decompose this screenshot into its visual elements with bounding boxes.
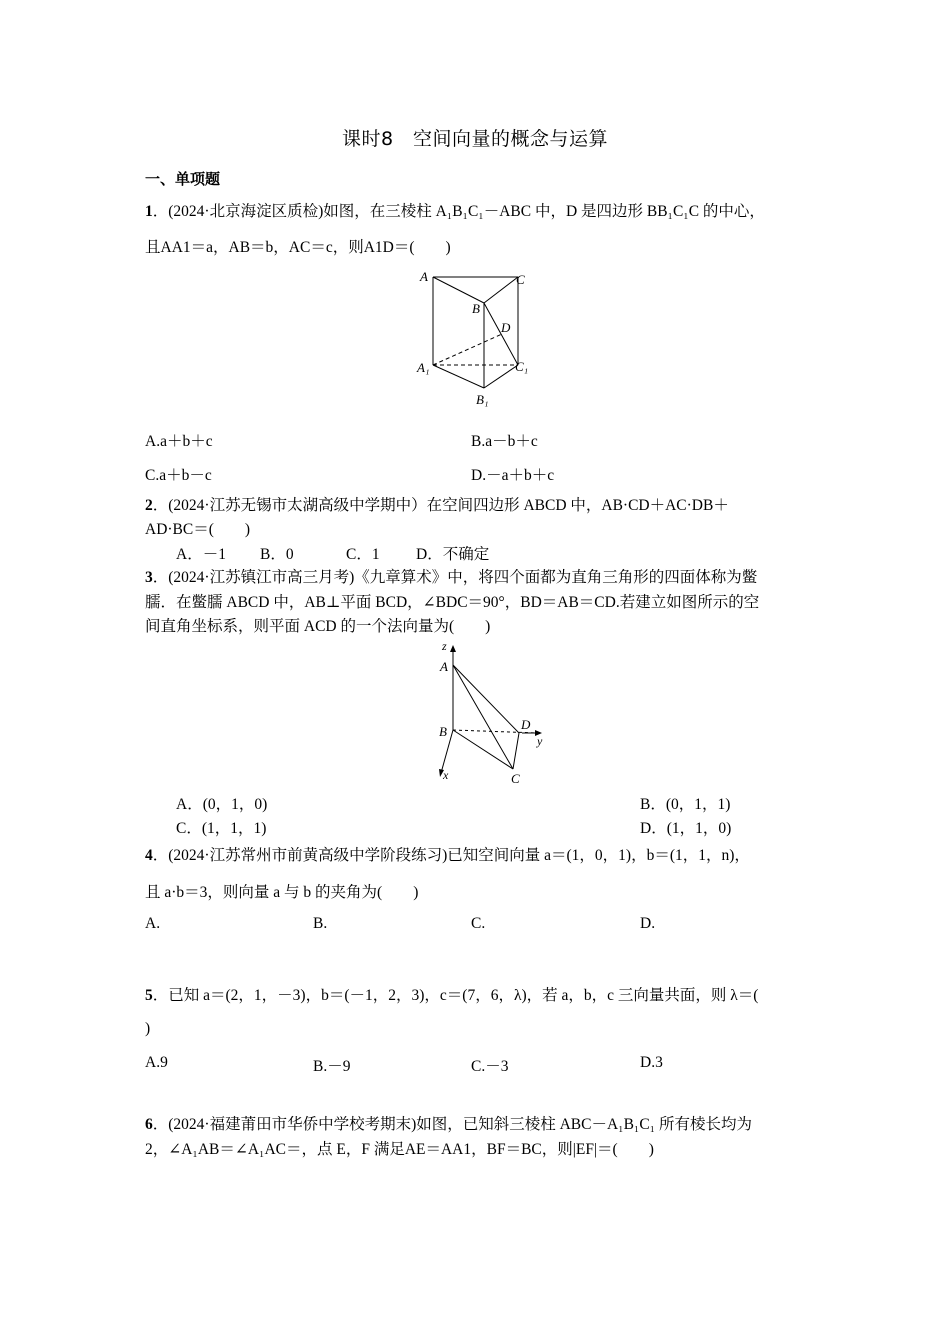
q3-label-c: C	[511, 771, 520, 786]
q4-option-c[interactable]: C.	[471, 915, 486, 932]
q1-label-a: A	[420, 269, 428, 284]
q2-line1	[145, 493, 729, 515]
q4-line2: 且 a·b＝3，则向量 a 与 b 的夹角为( )	[145, 884, 419, 901]
q2-option-d[interactable]: D．不确定	[416, 546, 490, 563]
q6-line1	[145, 1112, 752, 1134]
q2-number: 2	[145, 497, 153, 514]
q4-number: 4	[145, 847, 153, 864]
q4-option-a[interactable]: A.	[145, 915, 161, 932]
q1-line1	[145, 199, 765, 221]
section-heading: 一、单项题	[145, 170, 221, 188]
q6-number: 6	[145, 1116, 153, 1133]
q3-tetrahedron-figure	[430, 638, 560, 788]
q3-label-b: B	[439, 724, 447, 739]
q3-line3: 间直角坐标系，则平面 ACD 的一个法向量为( )	[145, 618, 491, 635]
q3-option-b[interactable]: B．(0，1，1)	[640, 796, 731, 813]
q4-text: ．(2024·江苏常州市前黄高级中学阶段练习)已知空间向量 a＝(1，0，1)，b＝(1，1，n)，	[152, 847, 750, 864]
q1-line2: 且AA1＝a，AB＝b，AC＝c，则A1D＝( )	[145, 239, 451, 256]
q6-line2: 2，∠A₁AB＝∠A₁AC＝，点 E，F 满足AE＝AA1，BF＝BC，则|EF|＝( )	[145, 1141, 654, 1158]
q1-text: ．(2024·北京海淀区质检)如图，在三棱柱 A₁B₁C₁－ABC 中，D 是四边形 BB₁C₁C 的中心，	[152, 203, 765, 220]
q1-label-b1: B₁	[476, 392, 489, 407]
q3-text: ．(2024·江苏镇江市高三月考)《九章算术》中，将四个面都为直角三角形的四面体称为鳖	[152, 569, 758, 586]
q2-option-a[interactable]: A．－1	[176, 546, 226, 563]
q1-option-d[interactable]: D.－a＋b＋c	[471, 467, 555, 484]
q2-option-b[interactable]: B．0	[260, 546, 294, 563]
q5-option-d[interactable]: D.3	[640, 1054, 663, 1071]
q1-prism-figure	[410, 266, 550, 411]
q4-line1	[145, 843, 750, 865]
q3-line2: 臑．在鳖臑 ABCD 中，AB⊥平面 BCD，∠BDC＝90°，BD＝AB＝CD.若建立如图所示的空	[145, 594, 760, 611]
q5-line1	[145, 983, 758, 1005]
q5-line2: )	[145, 1020, 151, 1037]
q4-option-b[interactable]: B.	[313, 915, 328, 932]
q3-number: 3	[145, 569, 153, 586]
q5-option-b[interactable]: B.－9	[313, 1058, 351, 1075]
q3-option-d[interactable]: D．(1，1，0)	[640, 820, 732, 837]
q5-text: ．已知 a＝(2，1，－3)，b＝(－1，2，3)，c＝(7，6，λ)，若 a，b，c 三向量共面，则 λ＝(	[152, 987, 759, 1004]
q5-option-a[interactable]: A.9	[145, 1054, 168, 1071]
q4-option-d[interactable]: D.	[640, 915, 656, 932]
q1-option-a[interactable]: A.a＋b＋c	[145, 433, 213, 450]
q3-option-c[interactable]: C．(1，1，1)	[176, 820, 267, 837]
q5-number: 5	[145, 987, 153, 1004]
q2-line2: AD·BC＝( )	[145, 521, 251, 538]
q1-label-d: D	[501, 320, 511, 335]
q3-label-d: D	[521, 717, 531, 732]
q3-label-a: A	[440, 659, 448, 674]
q6-text: ．(2024·福建莆田市华侨中学校考期末)如图，已知斜三棱柱 ABC－A₁B₁C₁ 所有棱长均为	[152, 1116, 752, 1133]
q3-label-x: x	[443, 768, 449, 782]
page-title: 课时8 空间向量的概念与运算	[341, 128, 609, 150]
q3-label-z: z	[442, 639, 447, 653]
q2-option-c[interactable]: C．1	[346, 546, 380, 563]
q1-label-c: C	[516, 272, 525, 287]
q1-option-c[interactable]: C.a＋b－c	[145, 467, 212, 484]
q1-label-b: B	[472, 301, 480, 316]
q3-line1	[145, 565, 757, 587]
q1-label-a1: A₁	[417, 360, 430, 375]
q2-text: ．(2024·江苏无锡市太湖高级中学期中）在空间四边形 ABCD 中，AB·CD＋AC·DB＋	[152, 497, 729, 514]
q3-option-a[interactable]: A．(0，1，0)	[176, 796, 268, 813]
q1-option-b[interactable]: B.a－b＋c	[471, 433, 538, 450]
q3-label-y: y	[537, 734, 543, 748]
q1-label-c1: C₁	[515, 359, 529, 374]
q1-number: 1	[145, 203, 153, 220]
q5-option-c[interactable]: C.－3	[471, 1058, 509, 1075]
